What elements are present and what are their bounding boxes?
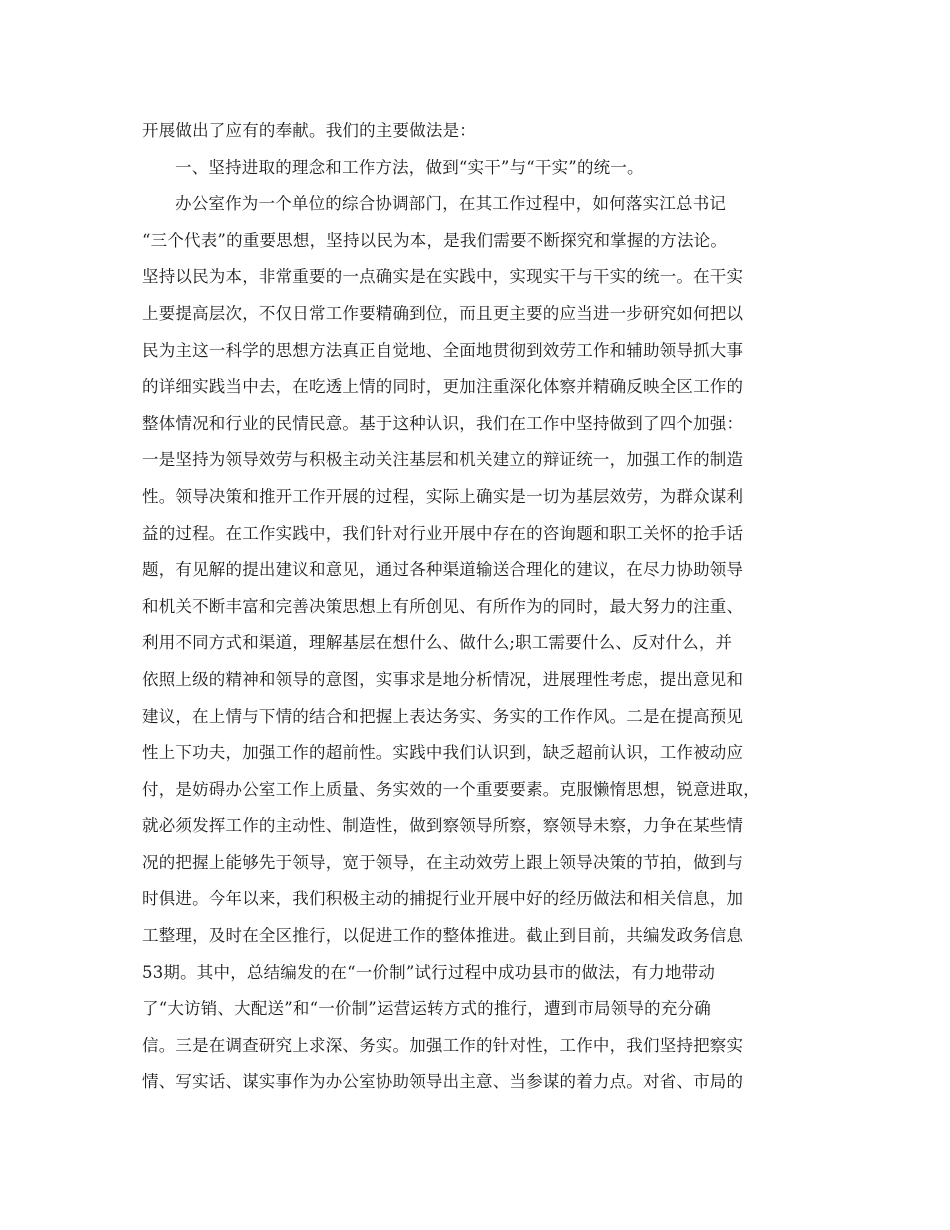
document-body bbox=[142, 113, 814, 1101]
text-line: 办公室作为一个单位的综合协调部门，在其工作过程中，如何落实江总书记 bbox=[175, 194, 727, 214]
text-line: 性上下功夫，加强工作的超前性。实践中我们认识到，缺乏超前认识，工作被动应 bbox=[142, 743, 744, 763]
text-line: 信。三是在调查研究上求深、务实。加强工作的针对性，工作中，我们坚持把察实 bbox=[142, 1035, 744, 1055]
text-line: 利用不同方式和渠道，理解基层在想什么、做什么;职工需要什么、反对什么，并 bbox=[142, 633, 733, 653]
text-line: 开展做出了应有的奉献。我们的主要做法是： bbox=[142, 121, 476, 140]
text-line: 题，有见解的提出建议和意见，通过各种渠道输送合理化的建议，在尽力协助领导 bbox=[142, 560, 744, 580]
text-line: 就必须发挥工作的主动性、制造性，做到察领导所察，察领导未察，力争在某些情 bbox=[142, 816, 744, 836]
text-line: 时俱进。今年以来，我们积极主动的捕捉行业开展中好的经历做法和相关信息，加 bbox=[142, 889, 744, 909]
text-line: 整体情况和行业的民情民意。基于这种认识，我们在工作中坚持做到了四个加强： bbox=[142, 413, 744, 433]
text-line: 情、写实话、谋实事作为办公室协助领导出主意、当参谋的着力点。对省、市局的 bbox=[142, 1072, 744, 1092]
text-line: 了“大访销、大配送”和“一价制”运营运转方式的推行，遭到市局领导的充分确 bbox=[142, 999, 711, 1019]
text-line: “三个代表”的重要思想，坚持以民为本，是我们需要不断探究和掌握的方法论。 bbox=[142, 230, 728, 250]
text-line: 的详细实践当中去，在吃透上情的同时，更加注重深化体察并精确反映全区工作的 bbox=[142, 377, 744, 397]
text-line: 上要提高层次，不仅日常工作要精确到位，而且更主要的应当进一步研究如何把以 bbox=[142, 303, 744, 323]
text-line: 民为主这一科学的思想方法真正自觉地、全面地贯彻到效劳工作和辅助领导抓大事 bbox=[142, 340, 744, 360]
text-line: 益的过程。在工作实践中，我们针对行业开展中存在的咨询题和职工关怀的抢手话 bbox=[142, 523, 744, 543]
text-line: 性。领导决策和推开工作开展的过程，实际上确实是一切为基层效劳，为群众谋利 bbox=[142, 486, 744, 506]
text-line: 付，是妨碍办公室工作上质量、务实效的一个重要要素。克服懒惰思想，锐意进取， bbox=[142, 779, 760, 799]
text-line: 一是坚持为领导效劳与积极主动关注基层和机关建立的辩证统一，加强工作的制造 bbox=[142, 450, 744, 470]
text-line: 依照上级的精神和领导的意图，实事求是地分析情况，进展理性考虑，提出意见和 bbox=[142, 669, 744, 689]
text-line: 53期。其中，总结编发的在“一价制”试行过程中成功县市的做法，有力地带动 bbox=[142, 962, 716, 982]
text-line: 坚持以民为本，非常重要的一点确实是在实践中，实现实干与干实的统一。在干实 bbox=[142, 267, 744, 287]
text-line: 况的把握上能够先于领导，宽于领导，在主动效劳上跟上领导决策的节拍，做到与 bbox=[142, 852, 744, 872]
text-line: 一、坚持进取的理念和工作方法，做到“实干”与“干实”的统一。 bbox=[175, 157, 644, 177]
text-line: 和机关不断丰富和完善决策思想上有所创见、有所作为的同时，最大努力的注重、 bbox=[142, 596, 744, 616]
text-line: 建议，在上情与下情的结合和把握上表达务实、务实的工作作风。二是在提高预见 bbox=[142, 706, 744, 726]
text-line: 工整理，及时在全区推行，以促进工作的整体推进。截止到目前，共编发政务信息 bbox=[142, 926, 744, 946]
